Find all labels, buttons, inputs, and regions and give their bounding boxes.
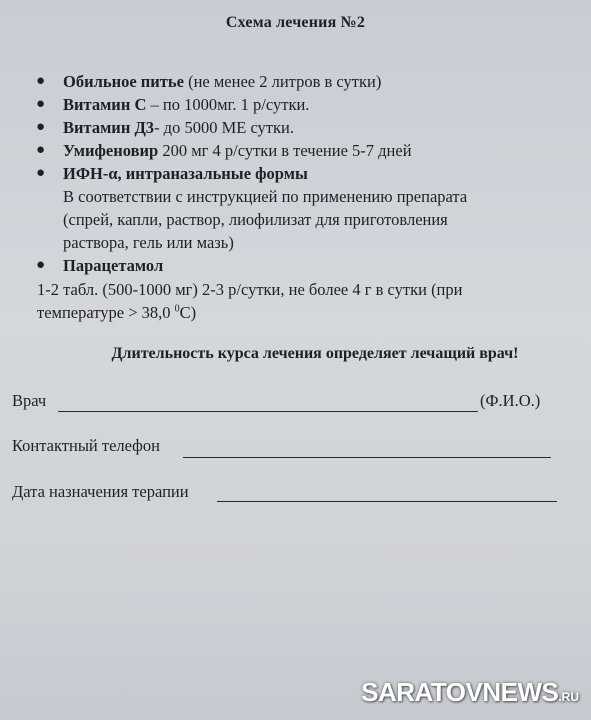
bullet-icon: ● [36,142,46,158]
site-watermark-logo [361,677,579,708]
list-item-paracetamol [36,254,576,277]
list-item-vitamin-d3 [36,116,576,139]
dosage-text: температуре > 38,0 [37,303,175,322]
item-bold: ИФН-α, интраназальные формы [63,164,308,183]
item-extra-line: В соответствии с инструкцией по применению препарата [63,187,468,206]
item-bold: Умифеновир [63,141,159,160]
list-item-ifn [36,162,576,254]
list-item-umifenovir [36,139,576,162]
bullet-icon: ● [36,96,46,112]
bullet-icon: ● [36,165,46,181]
doctor-name-hint: (Ф.И.О.) [480,391,541,410]
dosage-line: 1-2 табл. (500-1000 мг) 2-3 р/сутки, не более 4 г в сутки (при [37,280,463,299]
watermark-suffix: .RU [558,690,579,704]
bullet-icon: ● [36,73,46,89]
treatment-list [36,70,576,277]
document-title: Схема лечения №2 [225,14,366,31]
bullet-icon: ● [36,119,46,135]
bullet-icon: ● [36,257,46,273]
list-item-vitamin-c [36,93,576,116]
date-label: Дата назначения терапии [12,482,189,501]
dosage-line [37,301,577,324]
item-bold: Обильное питье [63,72,184,91]
item-bold: Парацетамол [63,256,164,275]
item-text: - до 5000 МЕ сутки. [154,118,294,137]
doctor-label: Врач [12,391,47,410]
dosage-unit: С) [179,303,197,322]
doctor-signature-line [58,411,478,412]
duration-notice: Длительность курса лечения определяет лечащий врач! [111,345,519,362]
phone-line [183,457,551,458]
degree-sign: 0 [174,303,180,315]
item-extra-line: (спрей, капли, раствор, лиофилизат для приготовления [63,210,448,229]
item-bold: Витамин С [63,95,147,114]
date-line [217,501,557,502]
item-text: 200 мг 4 р/сутки в течение 5-7 дней [158,141,412,160]
item-text: – по 1000мг. 1 р/сутки. [146,95,310,114]
list-item-water [36,70,576,93]
paracetamol-dosage [37,278,577,324]
item-extra-line: раствора, гель или мазь) [63,233,234,252]
watermark-main: SARATOVNEWS [361,677,559,707]
item-text: (не менее 2 литров в сутки) [183,72,382,91]
phone-label: Контактный телефон [12,436,160,455]
item-bold: Витамин Д3 [63,118,155,137]
